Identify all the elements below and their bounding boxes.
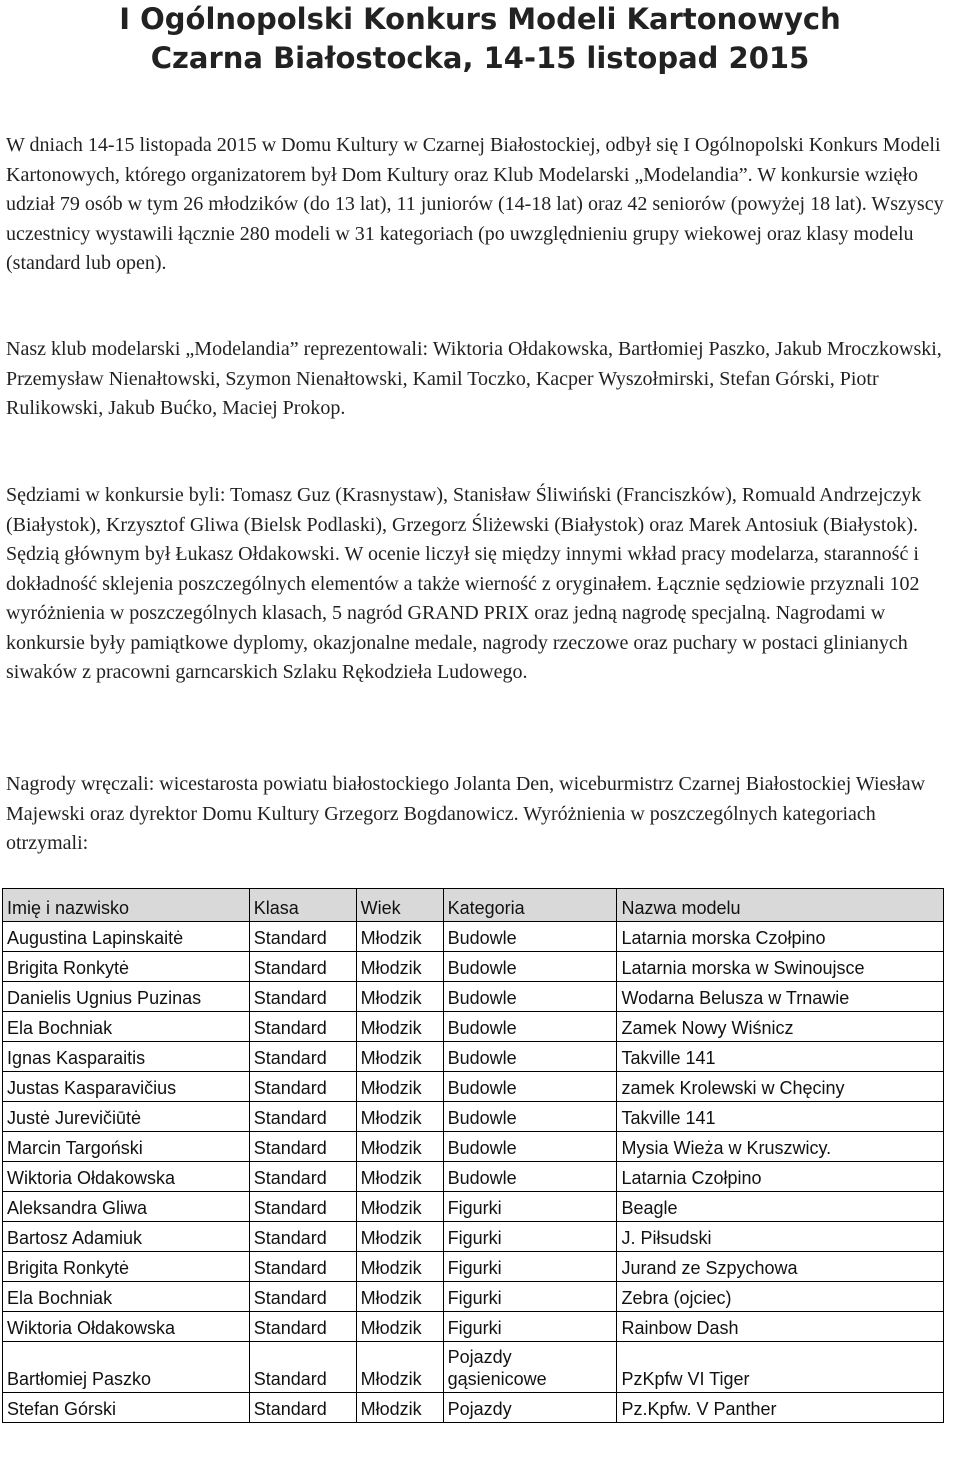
- cell-name: Justė Jurevičiūtė: [3, 1102, 250, 1132]
- table-row: [3, 922, 944, 952]
- header-age: Wiek: [356, 889, 443, 922]
- cell-name: Ela Bochniak: [3, 1282, 250, 1312]
- cell-category: Figurki: [443, 1222, 617, 1252]
- table-header-row: [3, 889, 944, 922]
- cell-model-name: Jurand ze Szpychowa: [617, 1252, 944, 1282]
- cell-age: Młodzik: [356, 1252, 443, 1282]
- paragraph-club-members: Nasz klub modelarski „Modelandia” reprezentowali: Wiktoria Ołdakowska, Bartłomiej Paszko, Jakub Mroczkowski, Przemysław Nienałtowski, Szymon Nienałtowski, Kamil Toczko, Kacper Wyszołmirski, Stefan Górski, Piotr Rulikowski, Jakub Bućko, Maciej Prokop.: [6, 338, 942, 419]
- cell-class: Standard: [249, 1072, 356, 1102]
- cell-name: Stefan Górski: [3, 1393, 250, 1423]
- cell-model-name: Takville 141: [617, 1102, 944, 1132]
- table-row: [3, 1222, 944, 1252]
- cell-model-name: Zebra (ojciec): [617, 1282, 944, 1312]
- cell-age: Młodzik: [356, 1393, 443, 1423]
- cell-class: Standard: [249, 1342, 356, 1393]
- cell-category: Budowle: [443, 1072, 617, 1102]
- table-row: [3, 1072, 944, 1102]
- cell-category: Budowle: [443, 1162, 617, 1192]
- table-row: [3, 1342, 944, 1393]
- cell-class: Standard: [249, 1312, 356, 1342]
- cell-age: Młodzik: [356, 1102, 443, 1132]
- cell-category: Budowle: [443, 1132, 617, 1162]
- cell-model-name: Latarnia morska Czołpino: [617, 922, 944, 952]
- cell-age: Młodzik: [356, 1222, 443, 1252]
- cell-model-name: Latarnia Czołpino: [617, 1162, 944, 1192]
- cell-category: Budowle: [443, 1102, 617, 1132]
- cell-class: Standard: [249, 922, 356, 952]
- table-row: [3, 1132, 944, 1162]
- table-row: [3, 1393, 944, 1423]
- cell-age: Młodzik: [356, 952, 443, 982]
- cell-age: Młodzik: [356, 982, 443, 1012]
- cell-age: Młodzik: [356, 1282, 443, 1312]
- table-row: [3, 952, 944, 982]
- paragraph-awards: Nagrody wręczali: wicestarosta powiatu białostockiego Jolanta Den, wiceburmistrz Czarnej Białostockiej Wiesław Majewski oraz dyrektor Domu Kultury Grzegorz Bogdanowicz. Wyróżnienia w poszczególnych kategoriach otrzymali:: [6, 773, 926, 854]
- cell-name: Ela Bochniak: [3, 1012, 250, 1042]
- cell-class: Standard: [249, 1132, 356, 1162]
- header-class: Klasa: [249, 889, 356, 922]
- cell-category: Figurki: [443, 1312, 617, 1342]
- table-row: [3, 1102, 944, 1132]
- cell-name: Wiktoria Ołdakowska: [3, 1162, 250, 1192]
- cell-model-name: Pz.Kpfw. V Panther: [617, 1393, 944, 1423]
- table-row: [3, 1192, 944, 1222]
- title-line-2: Czarna Białostocka, 14-15 listopad 2015: [150, 41, 810, 75]
- cell-age: Młodzik: [356, 1342, 443, 1393]
- cell-name: Ignas Kasparaitis: [3, 1042, 250, 1072]
- cell-class: Standard: [249, 982, 356, 1012]
- paragraph-intro: W dniach 14-15 listopada 2015 w Domu Kultury w Czarnej Białostockiej, odbył się I Ogólnopolski Konkurs Modeli Kartonowych, którego organizatorem był Dom Kultury oraz Klub Modelarski „Modelandia”. W konkursie wzięło udział 79 osób w tym 26 młodzików (do 13 lat), 11 juniorów (14-18 lat) oraz 42 seniorów (powyżej 18 lat). Wszyscy uczestnicy wystawili łącznie 280 modeli w 31 kategoriach (po uwzględnieniu grupy wiekowej oraz klasy modelu (standard lub open).: [6, 134, 944, 274]
- cell-category: Figurki: [443, 1252, 617, 1282]
- cell-age: Młodzik: [356, 1042, 443, 1072]
- header-name: Imię i nazwisko: [3, 889, 250, 922]
- cell-class: Standard: [249, 1012, 356, 1042]
- cell-class: Standard: [249, 1282, 356, 1312]
- table-row: [3, 1042, 944, 1072]
- title-line-1: I Ogólnopolski Konkurs Modeli Kartonowych: [119, 2, 841, 36]
- cell-age: Młodzik: [356, 922, 443, 952]
- cell-name: Brigita Ronkytė: [3, 952, 250, 982]
- cell-name: Aleksandra Gliwa: [3, 1192, 250, 1222]
- cell-class: Standard: [249, 1252, 356, 1282]
- paragraph-judges: Sędziami w konkursie byli: Tomasz Guz (Krasnystaw), Stanisław Śliwiński (Franciszków), Romuald Andrzejczyk (Białystok), Krzysztof Gliwa (Bielsk Podlaski), Grzegorz Śliżewski (Białystok) oraz Marek Antosiuk (Białystok). Sędzią głównym był Łukasz Ołdakowski. W ocenie liczył się między innymi wkład pracy modelarza, staranność i dokładność sklejenia poszczególnych elementów a także wierność z oryginałem. Łącznie sędziowie przyznali 102 wyróżnienia w poszczególnych klasach, 5 nagród GRAND PRIX oraz jedną nagrodę specjalną. Nagrodami w konkursie były pamiątkowe dyplomy, okazjonalne medale, nagrody rzeczowe oraz puchary w postaci glinianych siwaków z pracowni garncarskich Szlaku Rękodzieła Ludowego.: [6, 484, 922, 683]
- cell-model-name: Rainbow Dash: [617, 1312, 944, 1342]
- cell-model-name: Mysia Wieża w Kruszwicy.: [617, 1132, 944, 1162]
- cell-name: Bartłomiej Paszko: [3, 1342, 250, 1393]
- cell-name: Justas Kasparavičius: [3, 1072, 250, 1102]
- cell-category: Figurki: [443, 1282, 617, 1312]
- cell-class: Standard: [249, 1042, 356, 1072]
- cell-model-name: Zamek Nowy Wiśnicz: [617, 1012, 944, 1042]
- cell-category: Pojazdy: [443, 1393, 617, 1423]
- cell-name: Brigita Ronkytė: [3, 1252, 250, 1282]
- cell-name: Augustina Lapinskaitė: [3, 922, 250, 952]
- cell-model-name: J. Piłsudski: [617, 1222, 944, 1252]
- cell-category: Figurki: [443, 1192, 617, 1222]
- cell-name: Danielis Ugnius Puzinas: [3, 982, 250, 1012]
- cell-category: Budowle: [443, 952, 617, 982]
- results-table: [2, 888, 944, 1423]
- table-row: [3, 1252, 944, 1282]
- header-model-name: Nazwa modelu: [617, 889, 944, 922]
- cell-category: Budowle: [443, 1012, 617, 1042]
- cell-age: Młodzik: [356, 1162, 443, 1192]
- cell-age: Młodzik: [356, 1012, 443, 1042]
- cell-age: Młodzik: [356, 1132, 443, 1162]
- cell-class: Standard: [249, 1222, 356, 1252]
- table-row: [3, 1282, 944, 1312]
- cell-model-name: Beagle: [617, 1192, 944, 1222]
- cell-model-name: Takville 141: [617, 1042, 944, 1072]
- cell-model-name: Latarnia morska w Swinoujsce: [617, 952, 944, 982]
- cell-class: Standard: [249, 952, 356, 982]
- table-row: [3, 982, 944, 1012]
- cell-age: Młodzik: [356, 1072, 443, 1102]
- cell-model-name: zamek Krolewski w Chęciny: [617, 1072, 944, 1102]
- cell-name: Wiktoria Ołdakowska: [3, 1312, 250, 1342]
- cell-model-name: PzKpfw VI Tiger: [617, 1342, 944, 1393]
- cell-age: Młodzik: [356, 1312, 443, 1342]
- header-category: Kategoria: [443, 889, 617, 922]
- cell-class: Standard: [249, 1192, 356, 1222]
- cell-name: Bartosz Adamiuk: [3, 1222, 250, 1252]
- cell-category: Budowle: [443, 1042, 617, 1072]
- cell-class: Standard: [249, 1162, 356, 1192]
- cell-class: Standard: [249, 1102, 356, 1132]
- document-title: [0, 0, 960, 84]
- cell-category: Pojazdy gąsienicowe: [443, 1342, 617, 1393]
- cell-model-name: Wodarna Belusza w Trnawie: [617, 982, 944, 1012]
- table-row: [3, 1162, 944, 1192]
- table-row: [3, 1012, 944, 1042]
- cell-category: Budowle: [443, 982, 617, 1012]
- cell-class: Standard: [249, 1393, 356, 1423]
- table-row: [3, 1312, 944, 1342]
- cell-age: Młodzik: [356, 1192, 443, 1222]
- cell-name: Marcin Targoński: [3, 1132, 250, 1162]
- cell-category: Budowle: [443, 922, 617, 952]
